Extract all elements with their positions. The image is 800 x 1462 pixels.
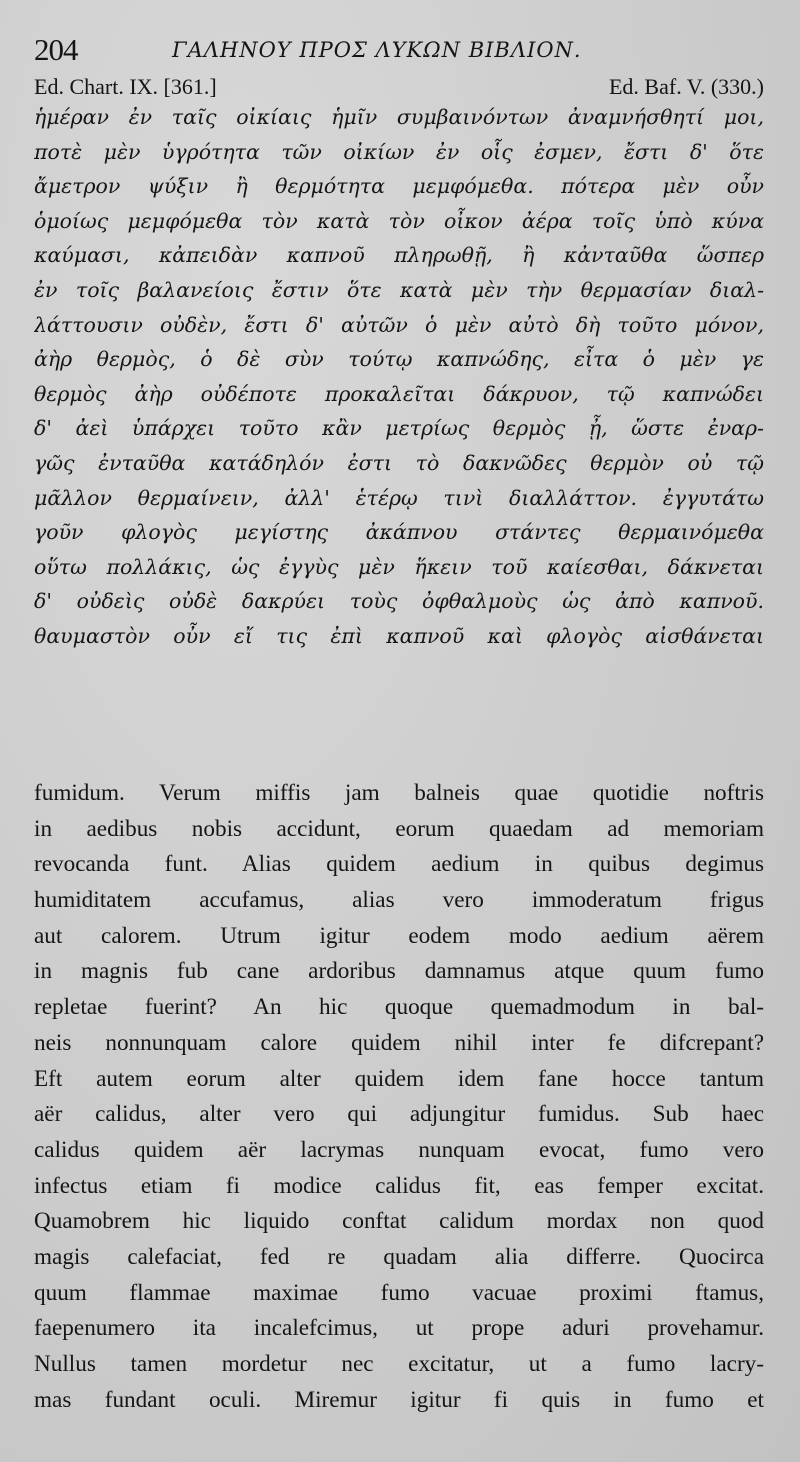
greek-text-line: ἐν τοῖς βαλανείοις ἔστιν ὅτε κατὰ μὲν τὴν θερμασίαν διαλ- <box>34 277 764 302</box>
latin-text-line: mas fundant oculi. Miremur igitur fi quis in fumo et <box>34 1386 764 1413</box>
edition-chartier-reference: Ed. Chart. IX. [361.] <box>34 74 217 99</box>
greek-text-line: θερμὸς ἀὴρ οὐδέποτε προκαλεῖται δάκρυον, τῷ καπνώδει <box>34 381 764 406</box>
edition-basel-reference: Ed. Baf. V. (330.) <box>608 74 764 99</box>
latin-text-line: aër calidus, alter vero qui adjungitur fumidus. Sub haec <box>34 1101 764 1128</box>
greek-text-line: δ' ἀεὶ ὑπάρχει τοῦτο κἂν μετρίως θερμὸς ᾖ, ὥστε ἐναρ- <box>34 416 764 441</box>
latin-text-line: aut calorem. Utrum igitur eodem modo aedium aërem <box>34 922 764 949</box>
greek-text-line: οὕτω πολλάκις, ὡς ἐγγὺς μὲν ἥκειν τοῦ καίεσθαι, δάκνεται <box>34 554 764 579</box>
greek-text-line: ὁμοίως μεμφόμεθα τὸν κατὰ τὸν οἶκον ἀέρα τοῖς ὑπὸ κύνα <box>34 208 764 233</box>
greek-text-line: ἡμέραν ἐν ταῖς οἰκίαις ἡμῖν συμβαινόντων ἀναμνήσθητί μοι, <box>34 105 764 129</box>
latin-text-line: in aedibus nobis accidunt, eorum quaedam ad memoriam <box>34 815 764 842</box>
latin-text-line: Eft autem eorum alter quidem idem fane hocce tantum <box>34 1065 764 1092</box>
latin-text-line: magis calefaciat, fed re quadam alia differre. Quocirca <box>34 1243 764 1270</box>
greek-text-line: θαυμαστὸν οὖν εἴ τις ἐπὶ καπνοῦ καὶ φλογὸς αἰσθάνεται <box>34 623 764 648</box>
greek-text-line: ἄμετρον ψύξιν ἢ θερμότητα μεμφόμεθα. πότερα μὲν οὖν <box>34 174 764 199</box>
latin-text-line: humiditatem accufamus, alias vero immoderatum frigus <box>34 887 764 914</box>
page-header <box>34 28 764 72</box>
latin-text-line: revocanda funt. Alias quidem aedium in quibus degimus <box>34 851 764 878</box>
latin-text-line: Nullus tamen mordetur nec excitatur, ut a fumo lacry- <box>34 1351 764 1377</box>
latin-text-line: Quamobrem hic liquido conftat calidum mordax non quod <box>34 1208 764 1235</box>
greek-text-line: γοῦν φλογὸς μεγίστης ἀκάπνου στάντες θερμαινόμεθα <box>34 520 764 545</box>
latin-text-line: faepenumero ita incalefcimus, ut prope aduri provehamur. <box>34 1315 764 1342</box>
running-title: ΓΑΛΗΝΟΥ ΠΡΟΣ ΛΥΚΩΝ ΒΙΒΛΙΟΝ. <box>172 38 582 62</box>
greek-text-line: ποτὲ μὲν ὑγρότητα τῶν οἰκίων ἐν οἷς ἐσμεν, ἔστι δ' ὅτε <box>34 139 764 164</box>
latin-text-line: repletae fuerint? An hic quoque quemadmodum in bal- <box>34 994 764 1021</box>
greek-text-block <box>34 100 764 654</box>
greek-text-line: ἀὴρ θερμὸς, ὁ δὲ σὺν τούτῳ καπνώδης, εἶτα ὁ μὲν γε <box>34 347 764 372</box>
greek-text-line: καύμασι, κἀπειδὰν καπνοῦ πληρωθῇ, ἢ κἀνταῦθα ὥσπερ <box>34 243 764 268</box>
greek-text-line: λάττουσιν οὐδὲν, ἔστι δ' αὐτῶν ὁ μὲν αὐτὸ δὴ τοῦτο μόνον, <box>34 312 764 337</box>
page-number: 204 <box>34 32 78 67</box>
latin-text-line: infectus etiam fi modice calidus fit, eas femper excitat. <box>34 1172 764 1199</box>
latin-text-line: in magnis fub cane ardoribus damnamus atque quum fumo <box>34 958 764 985</box>
latin-text-line: neis nonnunquam calore quidem nihil inter fe difcrepant? <box>34 1029 764 1056</box>
greek-text-line: μᾶλλον θερμαίνειν, ἀλλ' ἑτέρῳ τινὶ διαλλάττον. ἐγγυτάτω <box>34 485 764 510</box>
greek-text-line: δ' οὐδεὶς οὐδὲ δακρύει τοὺς ὀφθαλμοὺς ὡς ἀπὸ καπνοῦ. <box>34 589 764 614</box>
latin-text-block <box>34 776 764 1418</box>
latin-text-line: quum flammae maximae fumo vacuae proximi ftamus, <box>34 1279 764 1306</box>
latin-text-line: fumidum. Verum miffis jam balneis quae quotidie noftris <box>34 780 764 806</box>
greek-text-line: γῶς ἐνταῦθα κατάδηλόν ἐστι τὸ δακνῶδες θερμὸν οὐ τῷ <box>34 450 764 475</box>
latin-text-line: calidus quidem aër lacrymas nunquam evocat, fumo vero <box>34 1136 764 1163</box>
